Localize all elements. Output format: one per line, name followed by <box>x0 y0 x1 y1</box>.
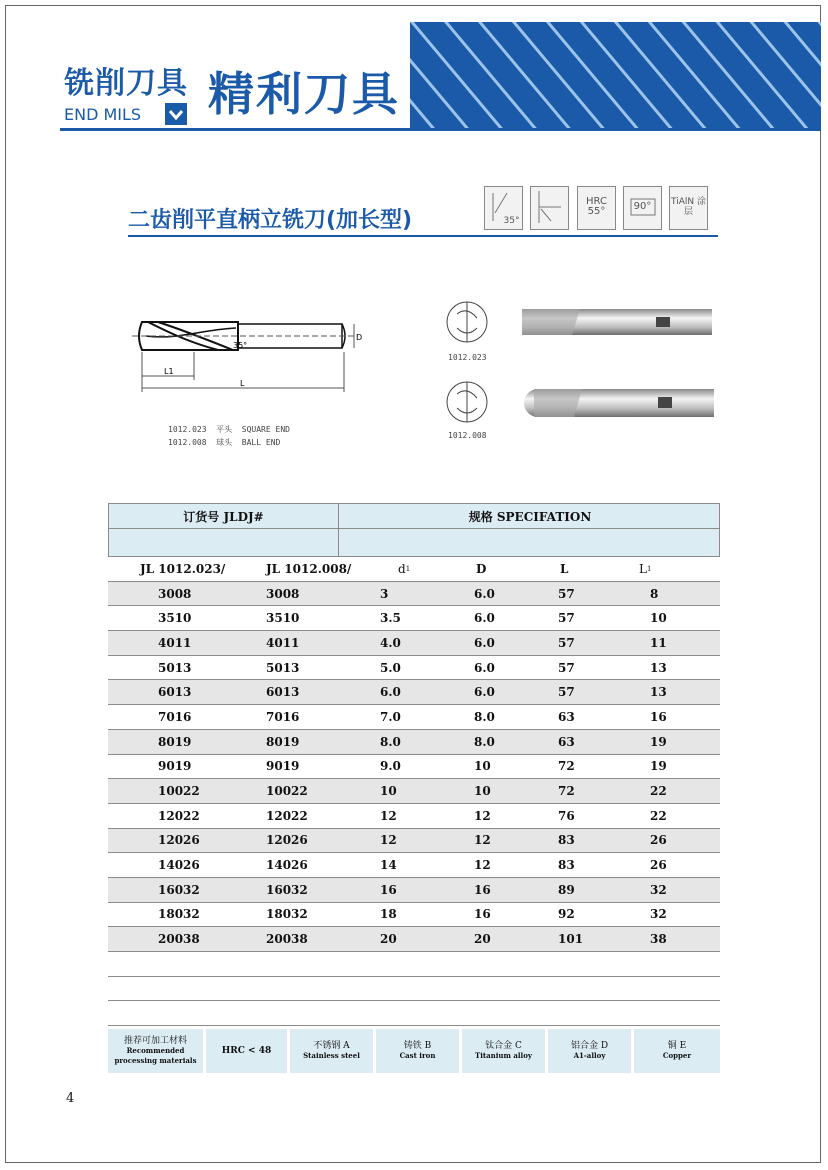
cell-d: 8.0 <box>474 734 495 749</box>
brand-name: 精利刀具 <box>208 67 400 121</box>
material-label-cn: 推荐可加工材料 <box>123 1036 187 1046</box>
material-copper-cell <box>634 1029 720 1073</box>
table-row <box>108 755 720 780</box>
cell-jl-023: 9019 <box>158 759 192 774</box>
cell-l: 72 <box>558 759 575 774</box>
cell-d: 8.0 <box>474 709 495 724</box>
cell-d: 6.0 <box>474 586 495 601</box>
cell-l: 57 <box>558 586 575 601</box>
square-end-view <box>442 298 492 348</box>
technical-drawing <box>128 300 378 400</box>
cell-l1: 22 <box>650 808 667 823</box>
col-d: D <box>476 561 487 576</box>
cell-jl-008: 16032 <box>266 882 308 897</box>
hardness-icon <box>577 186 616 230</box>
material-label-cell <box>108 1029 206 1073</box>
cell-jl-008: 6013 <box>266 685 300 700</box>
cell-l: 57 <box>558 685 575 700</box>
cell-l1: 11 <box>650 635 667 650</box>
cell-d: 12 <box>474 833 491 848</box>
material-titanium-cn: 钛合金 C <box>485 1041 522 1051</box>
cell-d1: 10 <box>380 784 397 799</box>
table-header-blank-row <box>108 529 720 557</box>
material-titanium-en: Titanium alloy <box>475 1051 532 1060</box>
table-row <box>108 582 720 607</box>
cell-jl-023: 10022 <box>158 784 200 799</box>
brand-en: END MILS <box>64 105 142 124</box>
code-ball-end: 1012.008 <box>448 431 487 440</box>
cell-jl-008: 4011 <box>266 635 300 650</box>
cell-l1: 10 <box>650 611 667 626</box>
material-castiron-cell <box>376 1029 462 1073</box>
cell-l: 83 <box>558 833 575 848</box>
helix-angle-label: 35° <box>503 216 520 226</box>
table-row <box>108 804 720 829</box>
table-row <box>108 903 720 928</box>
cell-jl-023: 6013 <box>158 685 192 700</box>
col-jl-008: JL 1012.008/ <box>266 561 352 576</box>
cell-jl-023: 4011 <box>158 635 192 650</box>
caption-ball-end: 1012.008 球头 BALL END <box>168 438 281 447</box>
material-titanium-cell <box>462 1029 548 1073</box>
cell-l: 63 <box>558 709 575 724</box>
col-jl-023: JL 1012.023/ <box>140 561 226 576</box>
ball-end-view <box>442 378 492 428</box>
cell-d1: 18 <box>380 907 397 922</box>
caption-square-end: 1012.023 平头 SQUARE END <box>168 425 290 434</box>
cell-d1: 16 <box>380 882 397 897</box>
cell-d: 12 <box>474 858 491 873</box>
coating-icon <box>669 186 708 230</box>
table-row <box>108 730 720 755</box>
cell-jl-008: 7016 <box>266 709 300 724</box>
material-hrc-cell <box>206 1029 290 1073</box>
cell-d1: 7.0 <box>380 709 401 724</box>
cell-l1: 22 <box>650 784 667 799</box>
col-l: L <box>560 561 569 576</box>
cell-jl-023: 7016 <box>158 709 192 724</box>
cell-l: 57 <box>558 611 575 626</box>
cell-d1: 5.0 <box>380 660 401 675</box>
material-stainless-cell <box>290 1029 376 1073</box>
table-row <box>108 631 720 656</box>
material-aluminum-cn: 铝合金 D <box>570 1041 609 1051</box>
cell-l1: 38 <box>650 932 667 947</box>
cell-jl-008: 20038 <box>266 932 308 947</box>
material-label-en: Recommended processing materials <box>114 1046 197 1065</box>
angle-90-icon <box>623 186 662 230</box>
cell-l1: 26 <box>650 833 667 848</box>
cell-jl-008: 12026 <box>266 833 308 848</box>
table-row <box>108 853 720 878</box>
cell-jl-023: 12026 <box>158 833 200 848</box>
code-square-end: 1012.023 <box>448 353 487 362</box>
title-rule <box>128 235 718 237</box>
cell-l: 92 <box>558 907 575 922</box>
dim-d-label: D <box>356 333 363 342</box>
materials-strip <box>108 1029 720 1073</box>
cell-l1: 19 <box>650 759 667 774</box>
cell-jl-008: 3008 <box>266 586 300 601</box>
cell-l: 101 <box>558 932 584 947</box>
cell-jl-008: 12022 <box>266 808 308 823</box>
cell-d: 10 <box>474 759 491 774</box>
cell-jl-023: 3008 <box>158 586 192 601</box>
cell-l: 63 <box>558 734 575 749</box>
material-aluminum-en: A1-alloy <box>573 1051 606 1060</box>
angle-90-label: 90° <box>633 201 652 212</box>
end-type-icon <box>530 186 569 230</box>
col-l1: L 1 <box>639 561 652 576</box>
cell-d: 6.0 <box>474 635 495 650</box>
cell-jl-023: 20038 <box>158 932 200 947</box>
cell-jl-023: 12022 <box>158 808 200 823</box>
cell-d: 16 <box>474 907 491 922</box>
cell-jl-023: 3510 <box>158 611 192 626</box>
dim-l-label: L <box>240 379 245 388</box>
cell-jl-008: 9019 <box>266 759 300 774</box>
page-number: 4 <box>66 1091 75 1106</box>
cell-jl-008: 8019 <box>266 734 300 749</box>
table-row <box>108 829 720 854</box>
cell-l1: 13 <box>650 660 667 675</box>
cell-d1: 20 <box>380 932 397 947</box>
cell-l1: 19 <box>650 734 667 749</box>
table-row <box>108 680 720 705</box>
material-hrc: HRC < 48 <box>221 1046 272 1056</box>
cell-l1: 32 <box>650 907 667 922</box>
table-body <box>108 582 720 952</box>
arrow-down-icon <box>165 103 187 125</box>
cell-jl-008: 5013 <box>266 660 300 675</box>
dim-l1-label: L1 <box>164 367 174 376</box>
helix-angle-icon <box>484 186 523 230</box>
cell-d: 6.0 <box>474 611 495 626</box>
cell-d: 10 <box>474 784 491 799</box>
material-stainless-cn: 不锈钢 A <box>313 1041 350 1051</box>
column-header-row <box>108 557 720 582</box>
product-title: 二齿削平直柄立铣刀(加长型) <box>128 208 413 233</box>
cell-d1: 14 <box>380 858 397 873</box>
cell-jl-023: 8019 <box>158 734 192 749</box>
spec-header: 规格 SPECIFATION <box>468 509 592 524</box>
cell-l1: 26 <box>650 858 667 873</box>
cell-d1: 4.0 <box>380 635 401 650</box>
cell-jl-008: 3510 <box>266 611 300 626</box>
table-row <box>108 656 720 681</box>
material-castiron-en: Cast iron <box>399 1051 436 1060</box>
brand-cn: 铣削刀具 <box>64 66 188 101</box>
cell-d: 16 <box>474 882 491 897</box>
table-row <box>108 606 720 631</box>
cell-jl-023: 18032 <box>158 907 200 922</box>
cell-d1: 3.5 <box>380 611 401 626</box>
cell-jl-023: 16032 <box>158 882 200 897</box>
cell-d1: 6.0 <box>380 685 401 700</box>
hardness-label: HRC 55° <box>586 196 607 217</box>
header-stripe-band <box>410 22 821 128</box>
cell-l: 57 <box>558 660 575 675</box>
material-copper-cn: 铜 E <box>667 1041 687 1051</box>
cell-jl-008: 18032 <box>266 907 308 922</box>
cell-l: 72 <box>558 784 575 799</box>
cell-d: 12 <box>474 808 491 823</box>
ball-end-tool-photo <box>520 383 716 423</box>
cell-l1: 8 <box>650 586 659 601</box>
cell-d1: 12 <box>380 808 397 823</box>
cell-d1: 3 <box>380 586 389 601</box>
header-rule <box>60 128 821 131</box>
table-row-empty <box>108 977 720 1002</box>
square-end-tool-photo <box>520 305 716 339</box>
angle-label: 35° <box>233 341 248 350</box>
cell-jl-008: 14026 <box>266 858 308 873</box>
cell-l: 89 <box>558 882 575 897</box>
table-row <box>108 878 720 903</box>
cell-jl-023: 5013 <box>158 660 192 675</box>
material-castiron-cn: 铸铁 B <box>403 1041 432 1051</box>
coating-label: TiAlN 涂层 <box>671 197 706 217</box>
header-divider <box>338 529 339 556</box>
specification-table <box>108 503 720 1026</box>
col-d1: d 1 <box>398 561 411 576</box>
material-stainless-en: Stainless steel <box>303 1051 360 1060</box>
material-copper-en: Copper <box>662 1051 692 1060</box>
cell-d: 6.0 <box>474 685 495 700</box>
cell-d1: 8.0 <box>380 734 401 749</box>
cell-d1: 12 <box>380 833 397 848</box>
table-row <box>108 705 720 730</box>
table-row <box>108 927 720 952</box>
table-header <box>108 503 720 529</box>
cell-l: 57 <box>558 635 575 650</box>
table-row <box>108 779 720 804</box>
cell-l: 76 <box>558 808 575 823</box>
table-row-empty <box>108 1001 720 1026</box>
cell-l1: 32 <box>650 882 667 897</box>
cell-jl-023: 14026 <box>158 858 200 873</box>
cell-jl-008: 10022 <box>266 784 308 799</box>
table-row-empty <box>108 952 720 977</box>
cell-d1: 9.0 <box>380 759 401 774</box>
material-aluminum-cell <box>548 1029 634 1073</box>
cell-d: 6.0 <box>474 660 495 675</box>
cell-l1: 16 <box>650 709 667 724</box>
cell-l1: 13 <box>650 685 667 700</box>
cell-l: 83 <box>558 858 575 873</box>
order-number-header: 订货号 JLDJ# <box>183 509 264 524</box>
cell-d: 20 <box>474 932 491 947</box>
